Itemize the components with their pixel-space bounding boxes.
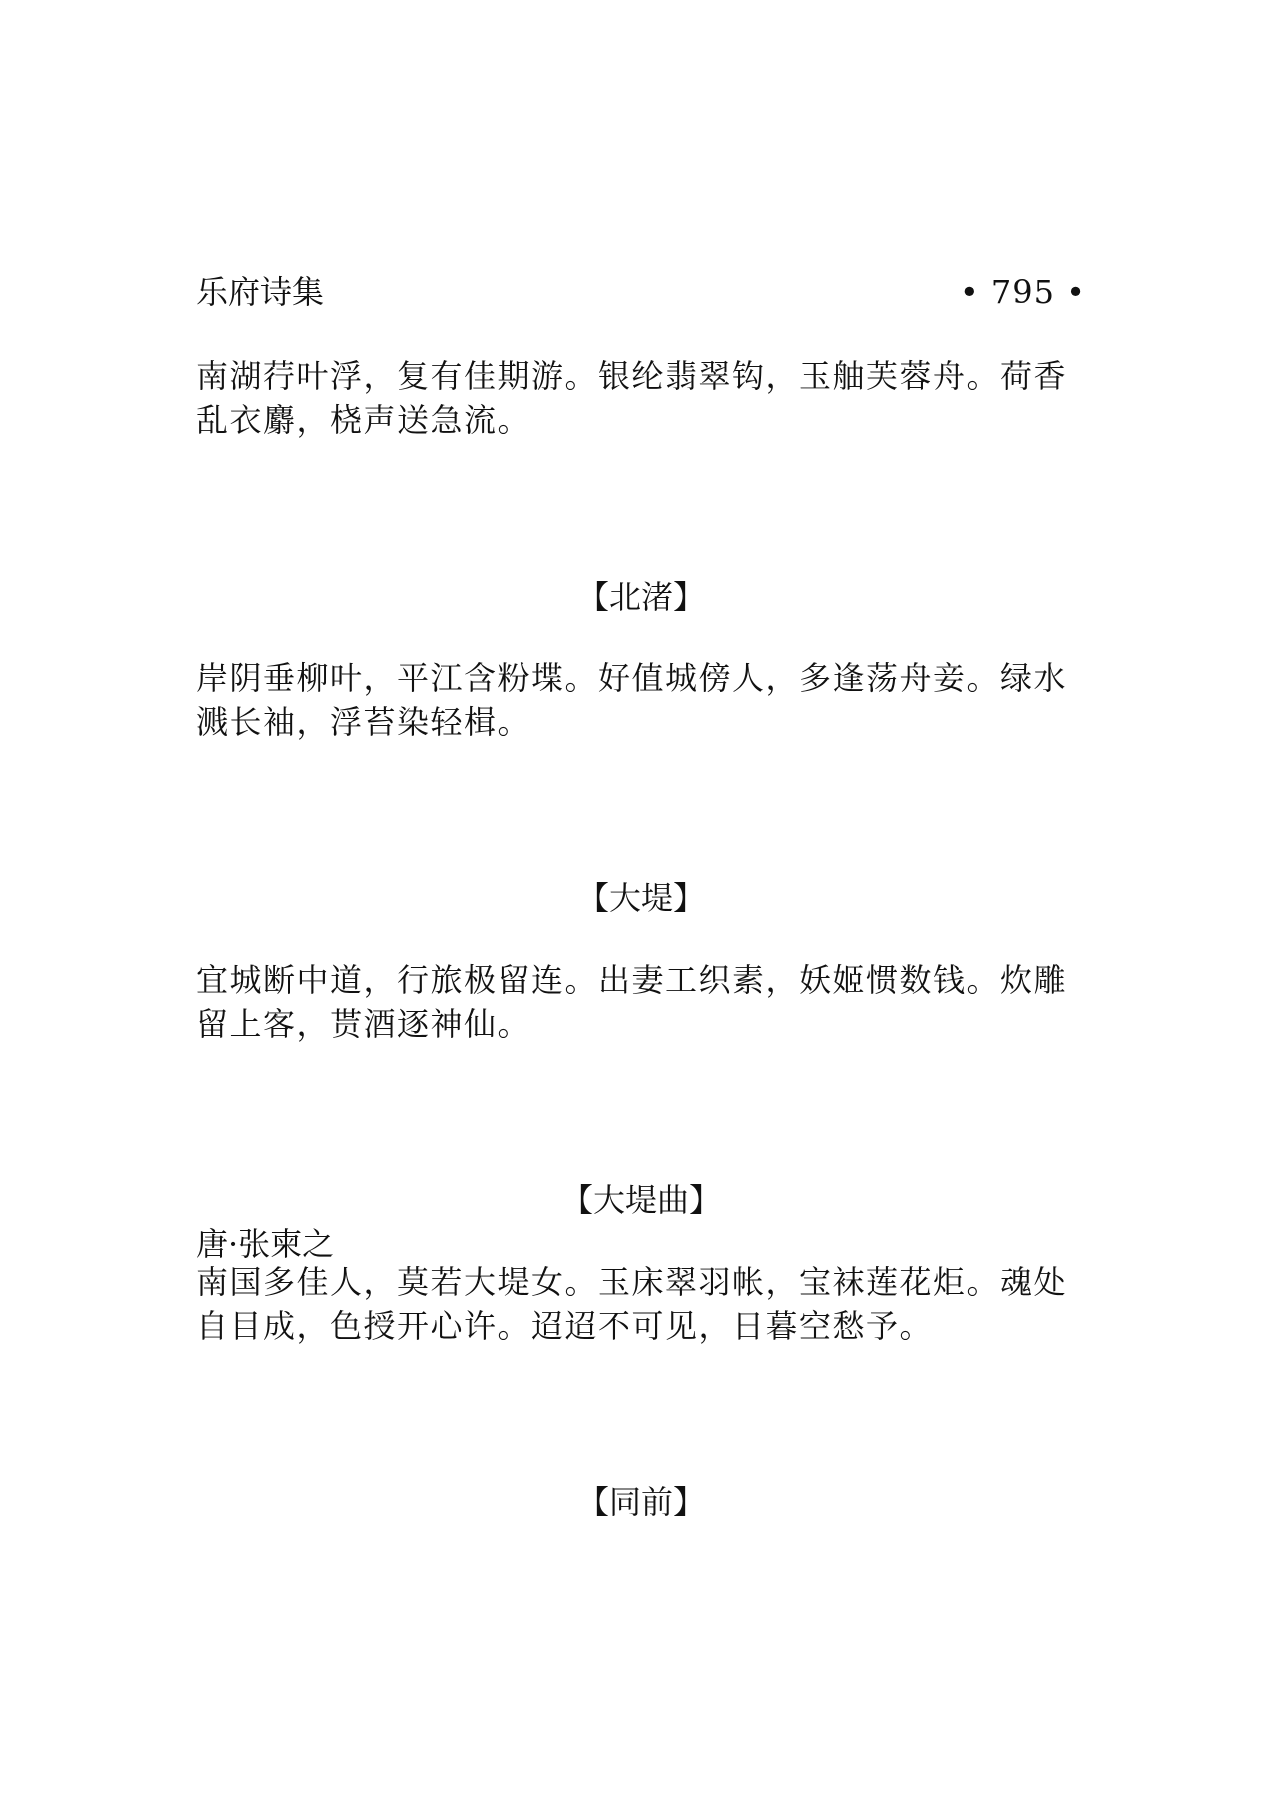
- poem-text: 岸阴垂柳叶，平江含粉堞。好值城傍人，多逢荡舟妾。绿水溅长袖，浮苔染轻楫。: [196, 659, 1068, 741]
- poem-title: 【大堤】: [576, 879, 705, 917]
- book-title: 乐府诗集: [196, 273, 325, 311]
- poem-title: 【北渚】: [576, 578, 705, 616]
- poem-text: 南国多佳人，莫若大堤女。玉床翠羽帐，宝袜莲花炬。魂处自目成，色授开心许。迢迢不可见，日暮空愁予。: [196, 1263, 1068, 1345]
- poem-title: 【同前】: [576, 1483, 705, 1521]
- poem-text: 南湖荇叶浮，复有佳期游。银纶翡翠钩，玉舳芙蓉舟。荷香乱衣麝，桡声送急流。: [196, 357, 1068, 439]
- poem-author: 唐·张柬之: [196, 1225, 335, 1263]
- poem-title: 【大堤曲】: [560, 1181, 721, 1219]
- document-page: [196, 0, 1086, 1795]
- page-number: • 795 •: [959, 273, 1086, 311]
- page-header: [196, 270, 1086, 314]
- poem-text: 宜城断中道，行旅极留连。出妻工织素，妖姬惯数钱。炊雕留上客，贳酒逐神仙。: [196, 961, 1068, 1043]
